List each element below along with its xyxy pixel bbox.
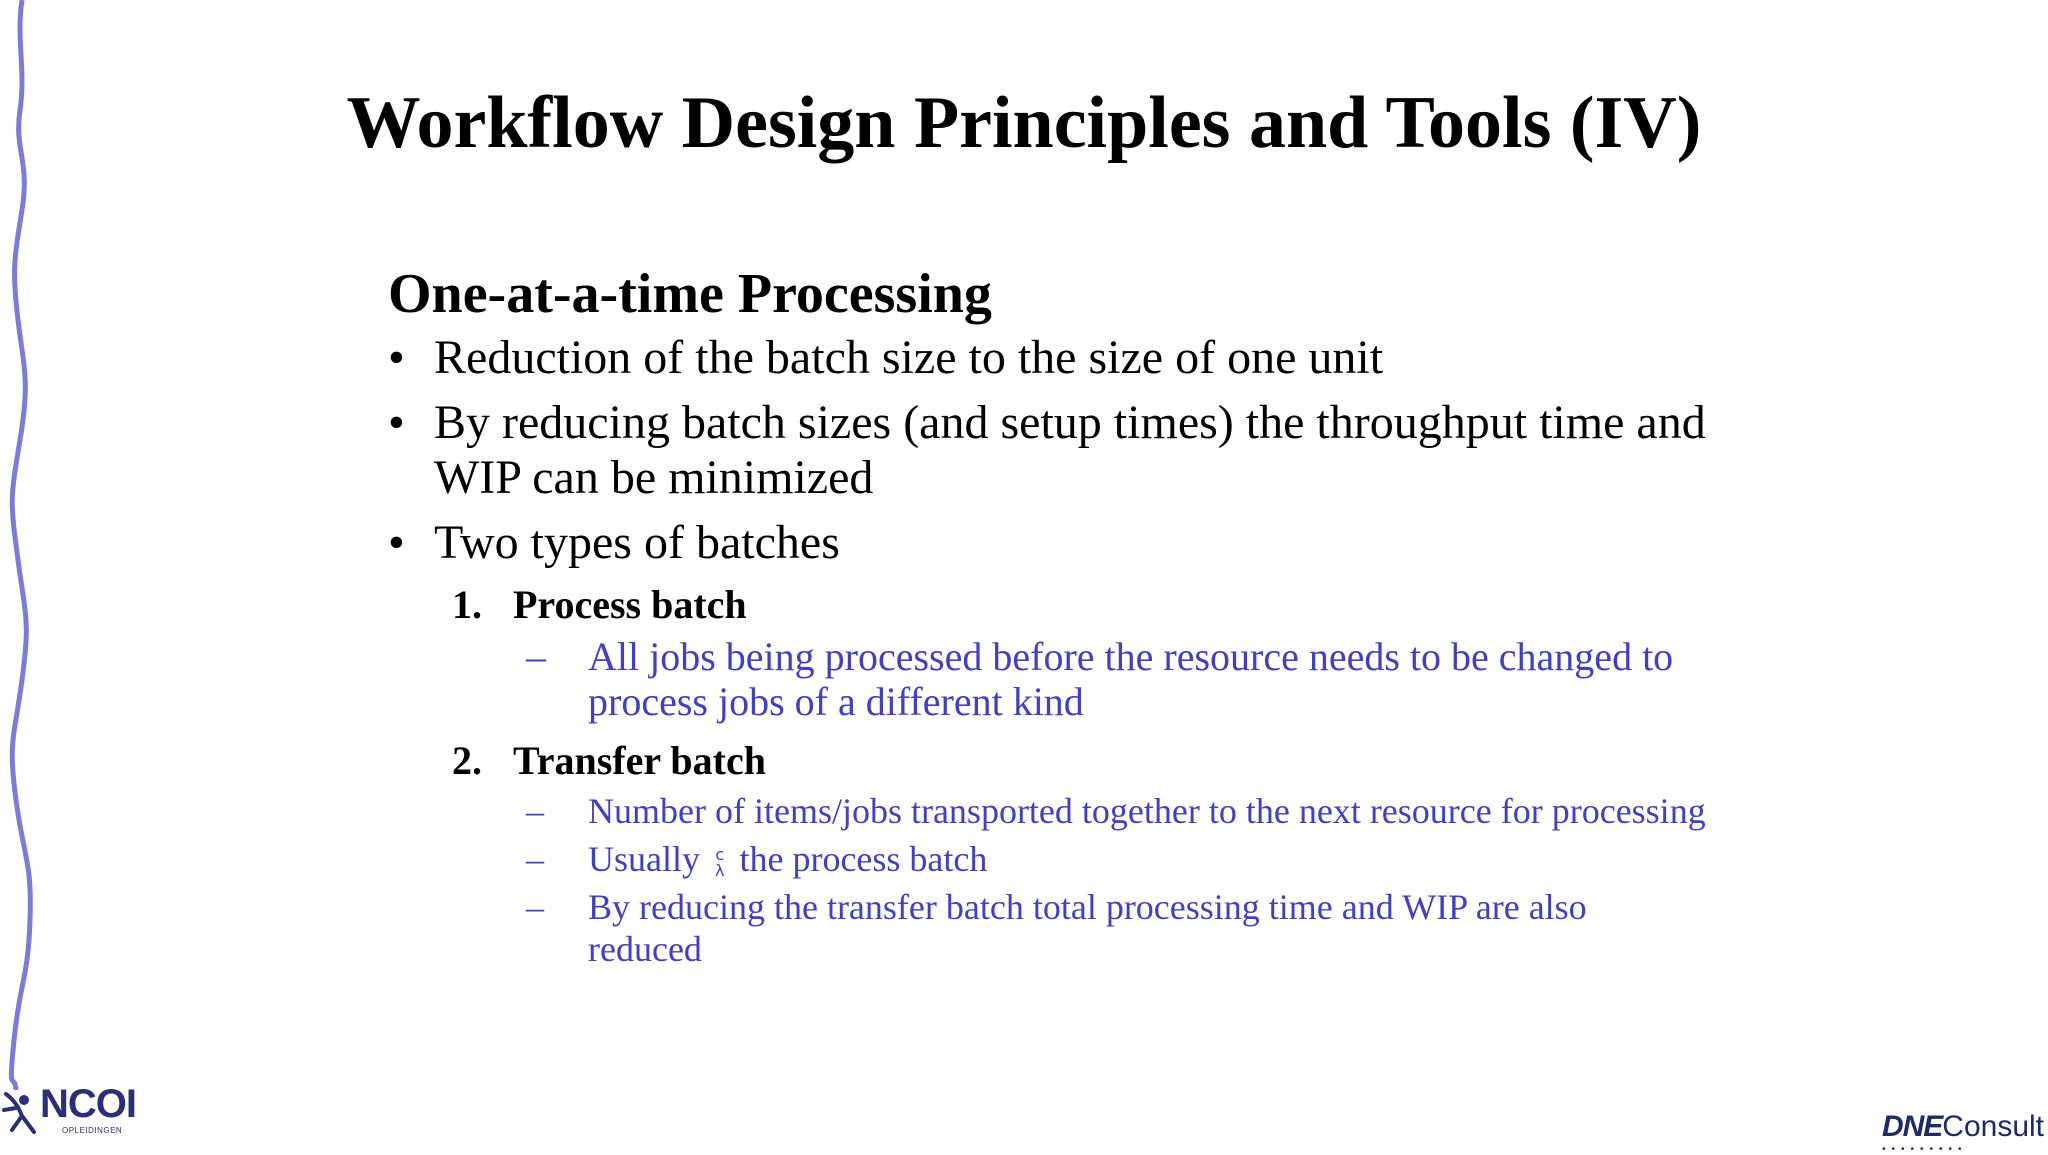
sub-point-prefix: Usually — [588, 839, 700, 879]
dash-marker: – — [526, 887, 544, 927]
item-number: 2. — [452, 738, 482, 783]
sub-point — [388, 634, 1708, 724]
sub-point — [388, 790, 1708, 832]
section-heading: One-at-a-time Processing — [388, 263, 992, 325]
ncoi-logo-text: NCOI — [40, 1082, 136, 1126]
slide-content — [388, 262, 1708, 976]
numbered-item-transfer-batch — [388, 736, 1708, 786]
sub-point — [388, 838, 1708, 880]
bullet-marker: • — [388, 396, 405, 449]
sub-point-text: Number of items/jobs transported together to the next resource for processing — [588, 791, 1706, 831]
fraction-top: c — [715, 844, 725, 864]
bullet-item — [388, 395, 1708, 505]
sub-point — [388, 886, 1708, 970]
dash-marker: – — [526, 839, 544, 879]
consult-logo-text: Consult — [1942, 1110, 2044, 1143]
bullet-marker: • — [388, 331, 405, 384]
bullet-marker: • — [388, 516, 405, 569]
bullet-item — [388, 330, 1708, 385]
sub-point-text: By reducing the transfer batch total processing time and WIP are also reduced — [588, 887, 1587, 969]
item-label: Process batch — [513, 582, 747, 627]
dash-marker: – — [526, 634, 546, 679]
bullet-item — [388, 515, 1708, 570]
ncoi-logo-subtext: OPLEIDINGEN — [62, 1126, 123, 1135]
dash-marker: – — [526, 791, 544, 831]
logo-dots-icon: ••••••••• — [1881, 1144, 1968, 1155]
ncoi-logo — [0, 1082, 136, 1152]
item-label: Transfer batch — [513, 738, 766, 783]
dne-consult-logo — [1881, 1110, 2044, 1155]
fraction-bottom: λ — [715, 860, 725, 880]
item-number: 1. — [452, 582, 482, 627]
sub-point-suffix: the process batch — [739, 839, 988, 879]
fraction — [715, 844, 725, 880]
bullet-text: Reduction of the batch size to the size of one unit — [434, 331, 1384, 384]
numbered-item-process-batch — [388, 580, 1708, 630]
bullet-text: Two types of batches — [434, 516, 840, 569]
runner-icon — [0, 1086, 44, 1146]
bullet-text: By reducing batch sizes (and setup times) the throughput time and WIP can be minimized — [434, 396, 1706, 504]
dne-logo-text: DNE — [1881, 1110, 1943, 1143]
sub-point-text: All jobs being processed before the resource needs to be changed to process jobs of a different kind — [588, 634, 1674, 724]
slide-title: Workflow Design Principles and Tools (IV) — [346, 82, 1702, 164]
